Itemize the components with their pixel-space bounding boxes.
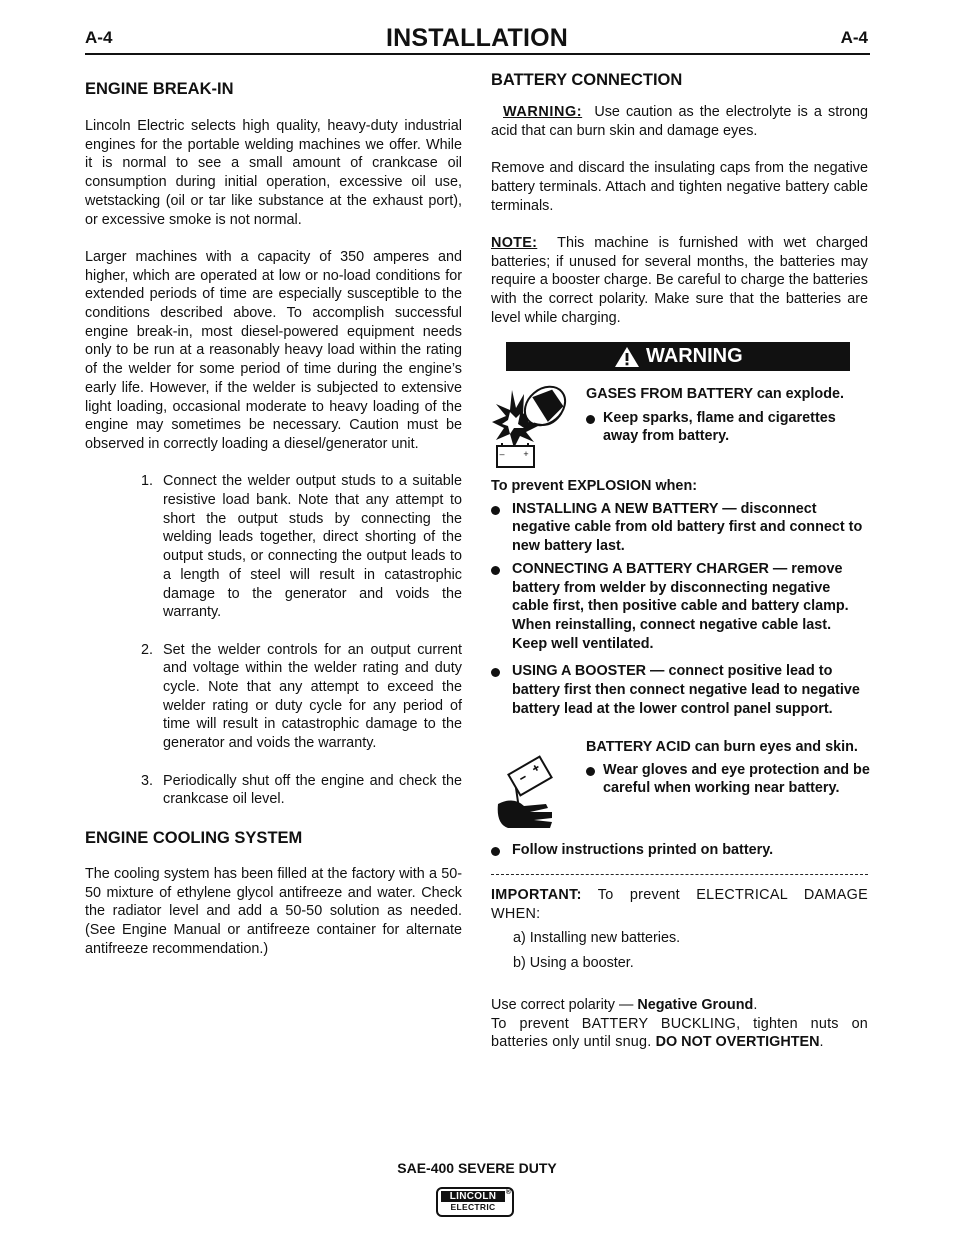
prevent-item: CONNECTING A BATTERY CHARGER — remove battery from welder by disconnecting negative cable first, then positive cable and battery clamp. When reinstalling, connect negative cable last. Keep well ventilated. bbox=[491, 560, 868, 654]
break-in-paragraph-2: Larger machines with a capacity of 350 amperes and higher, which are operated at low or no-load conditions for extended periods of time are especially susceptible to the conditions described above. To accomplish successful engine break-in, most diesel-powered equipment needs only to be run at a reasonably heavy load within the rating of the welder for some period of time during the engine’s early life. However, if the welder is subjected to extensive light loading, occasional moderate to heavy loading of the engine may sometimes be necessary. Caution must be observed in correctly loading a diesel/generator unit. bbox=[85, 248, 462, 452]
logo-registered: ® bbox=[505, 1189, 511, 1196]
electrolyte-warning bbox=[491, 103, 868, 140]
gases-warning bbox=[586, 385, 870, 446]
break-in-step: 2. Set the welder controls for an output current and voltage within the welder rating and duty cycle. Note that any attempt to exceed the welder rating or duty cycle for any period of time will result in catastrophic damage to the generator and voids the warranty. bbox=[141, 641, 462, 752]
gases-bullet-item: Keep sparks, flame and cigarettes away from battery. bbox=[586, 409, 870, 446]
prevent-item: INSTALLING A NEW BATTERY — disconnect negative cable from old battery first and connect to new battery last. bbox=[491, 500, 868, 556]
page-code-right: A-4 bbox=[840, 28, 868, 47]
acid-warning bbox=[586, 738, 870, 798]
prevent-explosion-section bbox=[491, 477, 868, 718]
important-b: b) Using a booster. bbox=[513, 955, 634, 972]
cooling-paragraph: The cooling system has been filled at the factory with a 50-50 mixture of ethylene glycol antifreeze and water. Check the radiator level and add a 50-50 solution as needed. (See Engine Manual or antifreeze container for alternate antifreeze recommendation.) bbox=[85, 865, 462, 957]
header-rule bbox=[85, 53, 870, 55]
polarity-line: Use correct polarity — Negative Ground. bbox=[491, 997, 758, 1013]
break-in-steps bbox=[141, 472, 462, 809]
left-column bbox=[85, 80, 462, 958]
page-title: INSTALLATION bbox=[385, 24, 568, 52]
engine-break-in-heading: ENGINE BREAK-IN bbox=[85, 80, 234, 98]
battery-plus-label: + bbox=[523, 449, 529, 459]
dashed-divider bbox=[491, 874, 868, 875]
break-in-paragraph-1: Lincoln Electric selects high quality, heavy-duty industrial engines for the portable welding machines we offer. While it is normal to see a small amount of crankcase oil consumption during initial operation, excessive oil use, wetstacking (oil or tar like substance at the exhaust port), or excessive smoke is not normal. bbox=[85, 118, 462, 228]
important-line: IMPORTANT: To prevent ELECTRICAL DAMAGE WHEN: bbox=[491, 887, 868, 922]
lincoln-electric-logo bbox=[436, 1187, 514, 1217]
battery-connection-heading: BATTERY CONNECTION bbox=[491, 71, 683, 89]
warning-triangle-icon bbox=[614, 346, 640, 368]
battery-minus-label: – bbox=[499, 449, 505, 459]
gases-title: GASES FROM BATTERY can explode. bbox=[586, 386, 845, 402]
warning-text: Use caution as the electrolyte is a strong acid that can burn skin and damage eyes. bbox=[491, 104, 869, 139]
battery-explosion-icon bbox=[490, 384, 574, 470]
acid-bullet-item: Wear gloves and eye protection and be careful when working near battery. bbox=[586, 761, 870, 798]
note-label: NOTE: bbox=[491, 234, 538, 251]
follow-item: Follow instructions printed on battery. bbox=[491, 841, 868, 860]
logo-bottom-text: ELECTRIC bbox=[450, 1202, 496, 1212]
warning-box-title: WARNING bbox=[646, 345, 743, 367]
footer-model: SAE-400 SEVERE DUTY bbox=[397, 1160, 557, 1176]
warning-label: WARNING: bbox=[503, 104, 583, 120]
bullet-dot bbox=[586, 415, 595, 424]
important-label: IMPORTANT: bbox=[491, 887, 582, 903]
follow-instructions bbox=[491, 841, 868, 860]
break-in-step: 1. Connect the welder output studs to a suitable resistive load bank. Note that any attempt to short the output studs by connecting the welding leads together, direct shorting of the output studs, or connecting the output leads to a length of steel will result in catastrophic damage to the generator and voids the warranty. bbox=[141, 473, 462, 621]
important-section bbox=[491, 886, 868, 973]
prevent-explosion-heading: To prevent EXPLOSION when: bbox=[491, 478, 698, 494]
buckling-line: To prevent BATTERY BUCKLING, tighten nuts on batteries only until snug. DO NOT OVERTIGHTEN. bbox=[491, 1015, 868, 1051]
note-text: This machine is furnished with wet charged batteries; if unused for several months, the batteries may require a booster charge. Be careful to charge the batteries with the correct polarity. Make sure that the batteries are level while charging. bbox=[491, 234, 868, 326]
battery-acid-icon bbox=[494, 748, 558, 832]
prevent-item: USING A BOOSTER — connect positive lead to battery first then connect negative lead to negative battery lead at the lower control panel support. bbox=[491, 662, 868, 718]
note-paragraph bbox=[491, 234, 868, 328]
warning-box-header bbox=[506, 342, 850, 371]
break-in-step: 3. Periodically shut off the engine and check the crankcase oil level. bbox=[141, 772, 462, 808]
important-a: a) Installing new batteries. bbox=[513, 930, 681, 947]
remove-caps-paragraph: Remove and discard the insulating caps from the negative battery terminals. Attach and tighten negative battery cable terminals. bbox=[491, 160, 868, 214]
acid-title: BATTERY ACID can burn eyes and skin. bbox=[586, 739, 858, 755]
polarity-section bbox=[491, 996, 868, 1052]
right-column bbox=[491, 71, 868, 327]
engine-cooling-heading: ENGINE COOLING SYSTEM bbox=[85, 828, 303, 847]
logo-top-text: LINCOLN bbox=[441, 1191, 505, 1202]
page-code-left: A-4 bbox=[85, 28, 113, 47]
